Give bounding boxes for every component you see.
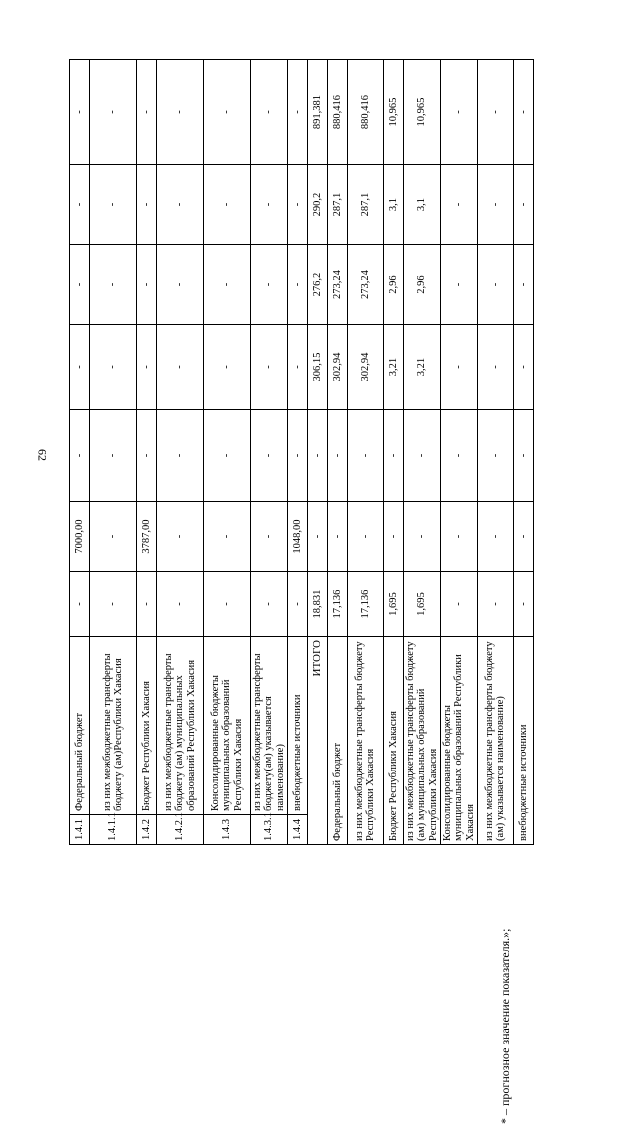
value-cell: -	[477, 325, 513, 410]
value-cell: 3,1	[403, 165, 440, 245]
value-cell: -	[157, 572, 204, 637]
row-code: 1.4.3.1	[251, 815, 288, 845]
value-cell: -	[137, 572, 157, 637]
total-row	[477, 60, 513, 845]
value-cell: -	[477, 60, 513, 165]
value-cell: -	[157, 410, 204, 502]
value-cell: 3,21	[383, 325, 403, 410]
value-cell: 2,96	[403, 245, 440, 325]
value-cell: -	[137, 325, 157, 410]
row-code: 1.4.2	[137, 815, 157, 845]
value-cell: -	[287, 572, 307, 637]
row-name: из них межбюджетные трансферты бюджету (ам)Республики Хакасия	[90, 637, 137, 815]
total-row	[327, 60, 347, 845]
value-cell: 3,1	[383, 165, 403, 245]
value-cell: -	[204, 410, 251, 502]
value-cell: -	[477, 245, 513, 325]
value-cell: 17,136	[327, 572, 347, 637]
total-row-name: внебюджетные источники	[513, 637, 533, 845]
total-row-name: Консолидированные бюджеты муниципальных образований Республики Хакасия	[440, 637, 477, 845]
total-row	[440, 60, 477, 845]
itogo-value: 290,2	[307, 165, 327, 245]
value-cell: -	[90, 572, 137, 637]
value-cell: -	[70, 60, 90, 165]
value-cell: -	[90, 165, 137, 245]
value-cell: 3787,00	[137, 502, 157, 572]
table-row	[70, 60, 90, 845]
total-row	[403, 60, 440, 845]
footnote: * – прогнозное значение показателя.»;	[498, 928, 512, 1124]
value-cell: -	[70, 572, 90, 637]
total-row	[383, 60, 403, 845]
value-cell: -	[347, 502, 383, 572]
total-row-name: из них межбюджетные трансферты бюджету Республики Хакасия	[347, 637, 383, 845]
value-cell: -	[477, 572, 513, 637]
value-cell: 10,965	[383, 60, 403, 165]
value-cell: -	[251, 410, 288, 502]
value-cell: -	[440, 325, 477, 410]
value-cell: -	[70, 245, 90, 325]
total-row-name: Федеральный бюджет	[327, 637, 347, 845]
value-cell: -	[90, 60, 137, 165]
itogo-value: 276,2	[307, 245, 327, 325]
value-cell: -	[440, 165, 477, 245]
value-cell: 880,416	[327, 60, 347, 165]
value-cell: 17,136	[347, 572, 383, 637]
table-row	[157, 60, 204, 845]
value-cell: -	[440, 572, 477, 637]
row-name: Консолидированные бюджеты муниципальных образований Республики Хакасия	[204, 637, 251, 815]
value-cell: -	[513, 245, 533, 325]
total-row-name: из них межбюджетные трансферты бюджету (ам) муниципальных образований Республики Хакасия	[403, 637, 440, 845]
table-row	[287, 60, 307, 845]
value-cell: -	[70, 325, 90, 410]
value-cell: -	[440, 60, 477, 165]
value-cell: -	[513, 325, 533, 410]
value-cell: 287,1	[347, 165, 383, 245]
value-cell: -	[251, 502, 288, 572]
value-cell: -	[327, 410, 347, 502]
total-row-name: Бюджет Республики Хакасия	[383, 637, 403, 845]
value-cell: -	[251, 165, 288, 245]
value-cell: -	[383, 410, 403, 502]
value-cell: -	[403, 502, 440, 572]
value-cell: 7000,00	[70, 502, 90, 572]
footnote-container	[498, 864, 518, 1124]
value-cell: 287,1	[327, 165, 347, 245]
total-row-name: из них межбюджетные трансферты бюджету (ам) указывается наименование)	[477, 637, 513, 845]
page-number: 62	[35, 449, 50, 461]
value-cell: -	[157, 502, 204, 572]
value-cell: 302,94	[327, 325, 347, 410]
row-code: 1.4.1.1	[90, 815, 137, 845]
value-cell: -	[383, 502, 403, 572]
value-cell: 10,965	[403, 60, 440, 165]
value-cell: 1,695	[383, 572, 403, 637]
value-cell: -	[204, 165, 251, 245]
value-cell: -	[477, 410, 513, 502]
value-cell: -	[327, 502, 347, 572]
value-cell: -	[287, 325, 307, 410]
total-row	[513, 60, 533, 845]
value-cell: 880,416	[347, 60, 383, 165]
value-cell: -	[477, 502, 513, 572]
value-cell: -	[157, 245, 204, 325]
value-cell: -	[204, 60, 251, 165]
table-row	[90, 60, 137, 845]
value-cell: -	[204, 245, 251, 325]
value-cell: -	[157, 60, 204, 165]
row-code: 1.4.4	[287, 815, 307, 845]
value-cell: -	[137, 60, 157, 165]
value-cell: -	[513, 60, 533, 165]
value-cell: -	[90, 325, 137, 410]
row-code: 1.4.2.1	[157, 815, 204, 845]
row-name: внебюджетные источники	[287, 637, 307, 815]
budget-table-rotated	[69, 60, 529, 845]
itogo-value: 18,831	[307, 572, 327, 637]
value-cell: -	[157, 325, 204, 410]
value-cell: -	[477, 165, 513, 245]
value-cell: -	[251, 60, 288, 165]
row-name: из них межбюджетные трансферты бюджету (ам) муниципальных образований Республики Хакасия	[157, 637, 204, 815]
value-cell: -	[513, 502, 533, 572]
itogo-value: 891,381	[307, 60, 327, 165]
value-cell: -	[204, 572, 251, 637]
value-cell: -	[251, 325, 288, 410]
row-code: 1.4.3	[204, 815, 251, 845]
value-cell: -	[90, 502, 137, 572]
value-cell: -	[90, 245, 137, 325]
itogo-value: -	[307, 410, 327, 502]
value-cell: -	[513, 572, 533, 637]
value-cell: 1,695	[403, 572, 440, 637]
value-cell: -	[403, 410, 440, 502]
value-cell: 273,24	[327, 245, 347, 325]
value-cell: -	[513, 165, 533, 245]
value-cell: -	[251, 572, 288, 637]
value-cell: -	[137, 245, 157, 325]
value-cell: -	[287, 165, 307, 245]
value-cell: -	[204, 502, 251, 572]
row-name: Федеральный бюджет	[70, 637, 90, 815]
value-cell: -	[90, 410, 137, 502]
value-cell: -	[440, 410, 477, 502]
value-cell: -	[70, 410, 90, 502]
table-row	[204, 60, 251, 845]
value-cell: -	[70, 165, 90, 245]
value-cell: 273,24	[347, 245, 383, 325]
row-code: 1.4.1	[70, 815, 90, 845]
table-row	[137, 60, 157, 845]
value-cell: 1048,00	[287, 502, 307, 572]
value-cell: -	[440, 245, 477, 325]
value-cell: 3,21	[403, 325, 440, 410]
value-cell: -	[157, 165, 204, 245]
table-row	[251, 60, 288, 845]
value-cell: 2,96	[383, 245, 403, 325]
itogo-label: ИТОГО	[307, 637, 327, 845]
budget-table	[69, 59, 534, 845]
value-cell: -	[204, 325, 251, 410]
value-cell: -	[287, 245, 307, 325]
itogo-value: 306,15	[307, 325, 327, 410]
value-cell: -	[137, 165, 157, 245]
value-cell: 302,94	[347, 325, 383, 410]
value-cell: -	[287, 60, 307, 165]
total-row	[347, 60, 383, 845]
value-cell: -	[137, 410, 157, 502]
itogo-value: -	[307, 502, 327, 572]
itogo-row	[307, 60, 327, 845]
value-cell: -	[251, 245, 288, 325]
row-name: из них межбюджетные трансферты бюджету(ам) указывается наименование)	[251, 637, 288, 815]
row-name: Бюджет Республики Хакасия	[137, 637, 157, 815]
value-cell: -	[287, 410, 307, 502]
value-cell: -	[513, 410, 533, 502]
value-cell: -	[347, 410, 383, 502]
value-cell: -	[440, 502, 477, 572]
